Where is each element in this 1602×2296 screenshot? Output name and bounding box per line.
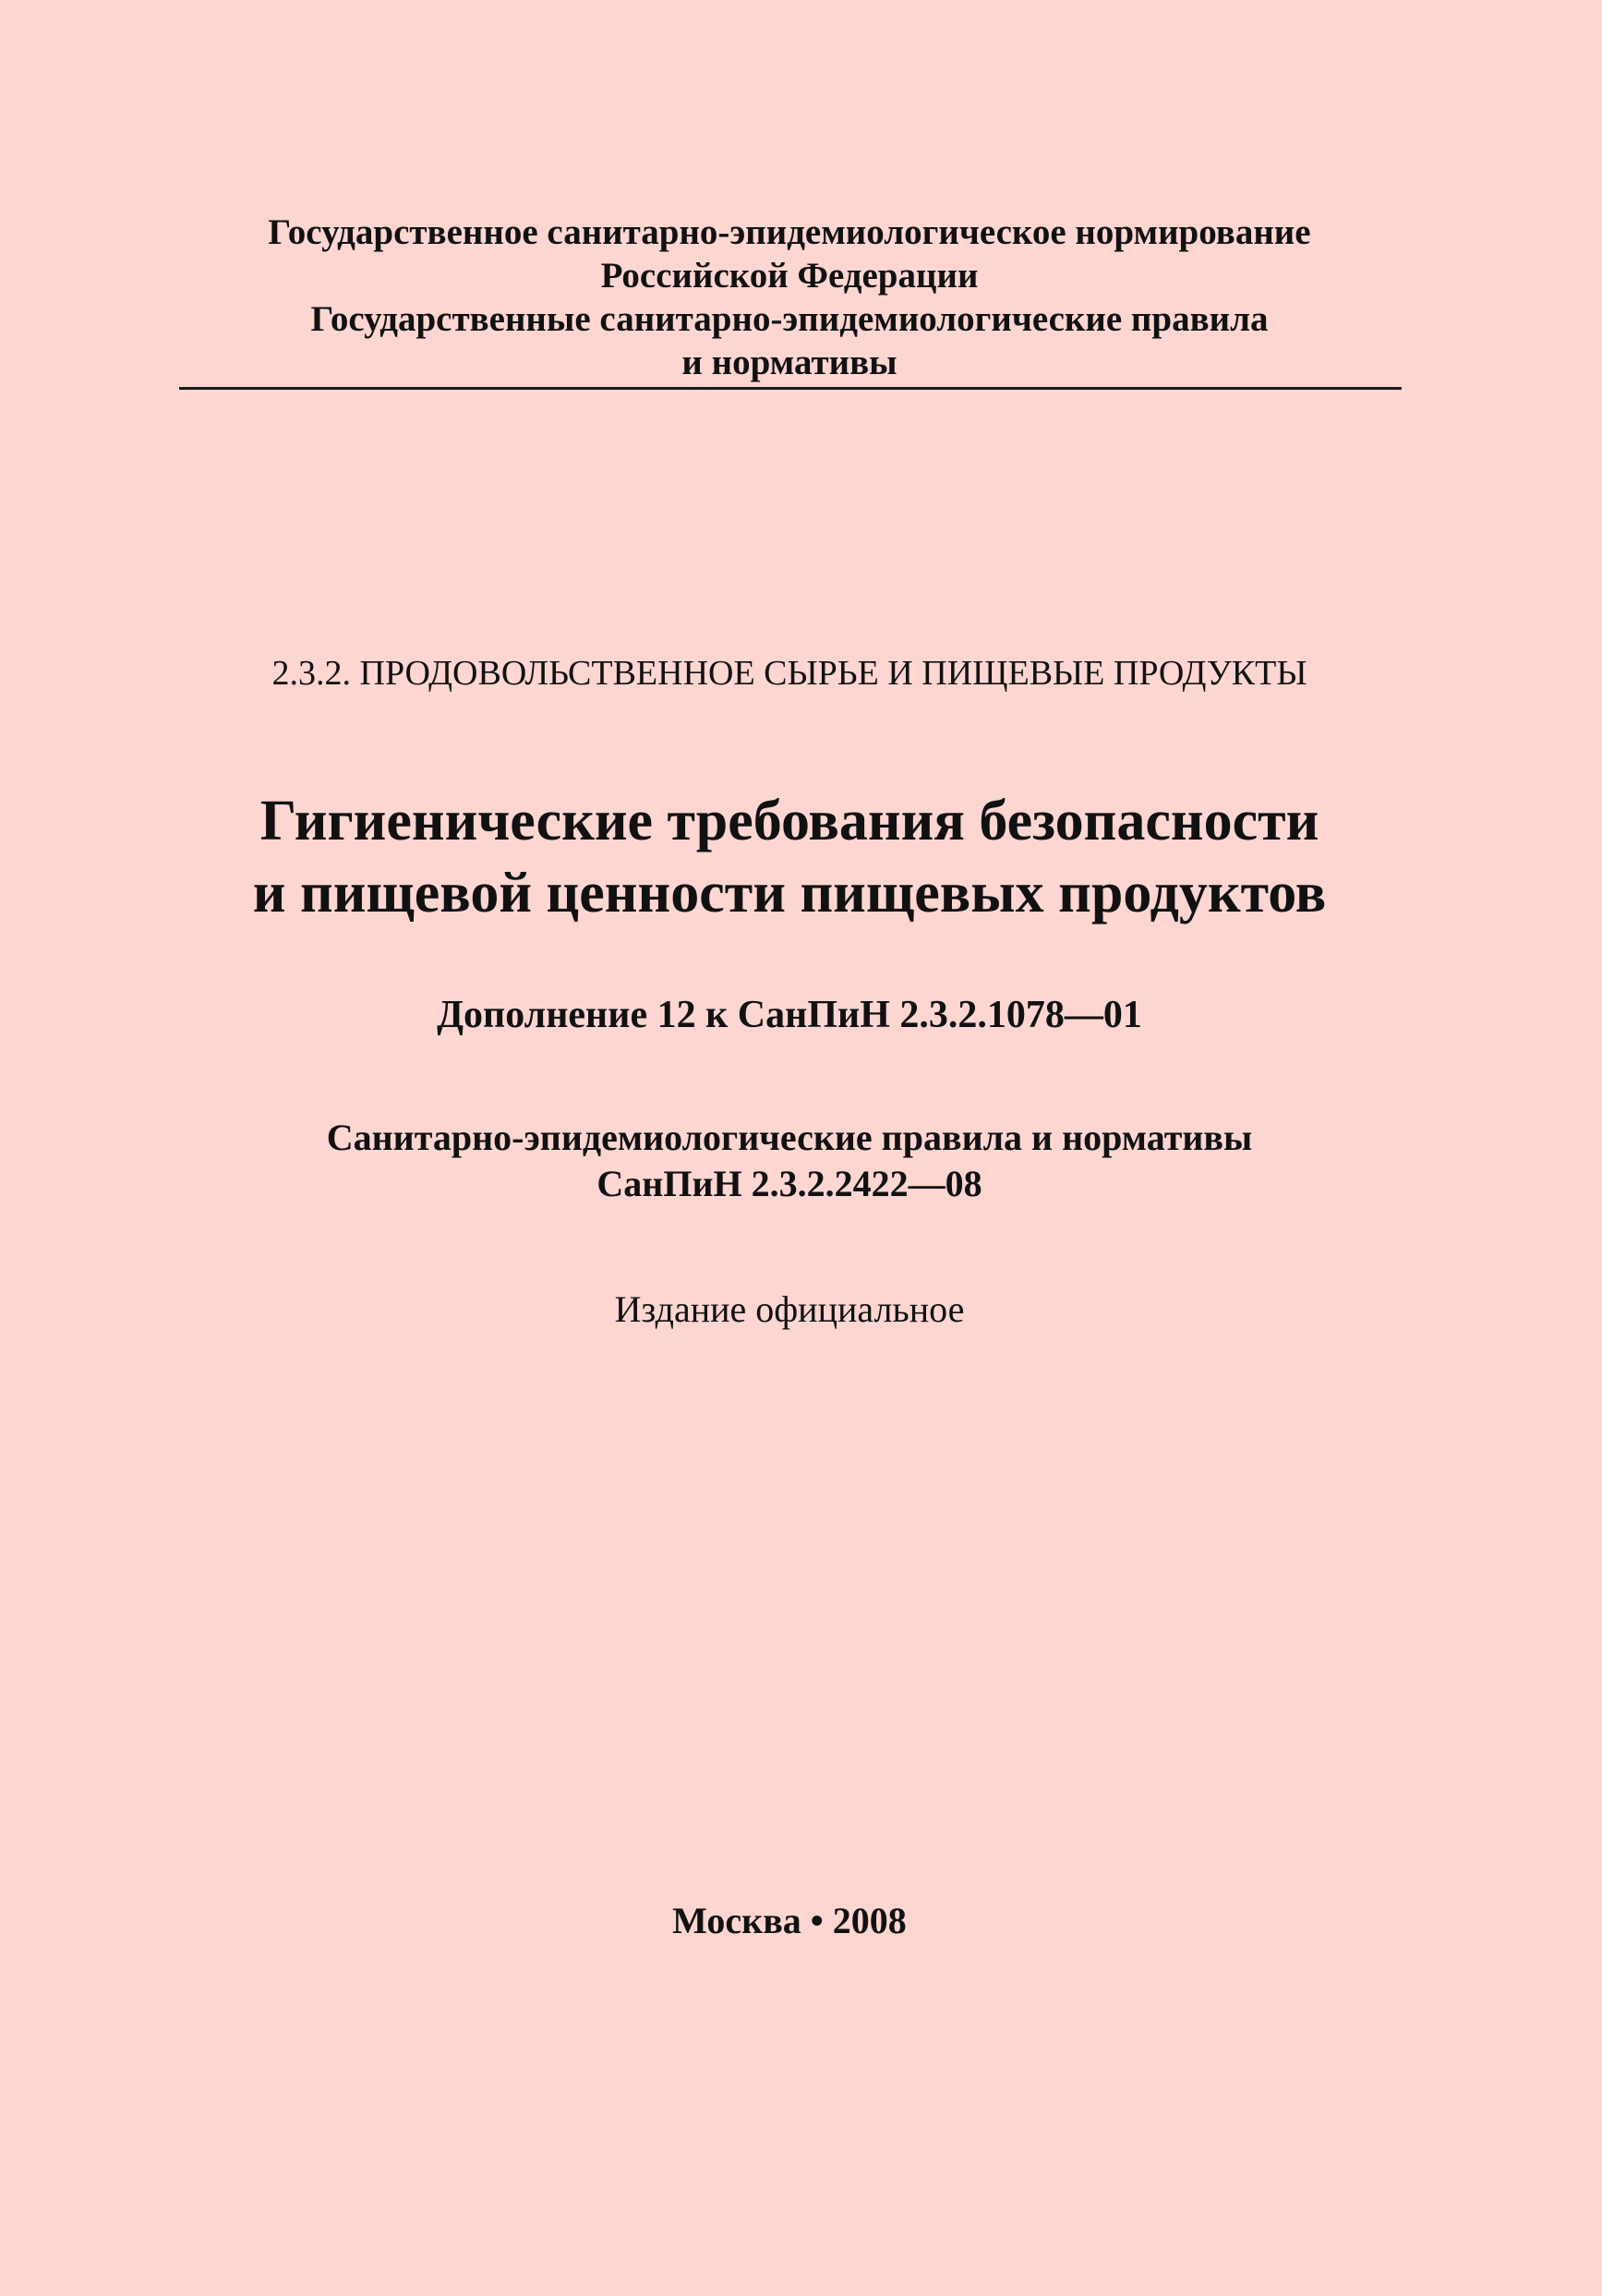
supplement-label: Дополнение 12 к СанПиН 2.3.2.1078—01 <box>437 994 1142 1036</box>
title-line-1: Гигиенические требования безопасности <box>259 790 1319 852</box>
section-code: 2.3.2. ПРОДОВОЛЬСТВЕННОЕ СЫРЬЕ И ПИЩЕВЫЕ ПРОДУКТЫ <box>271 654 1307 693</box>
header-block <box>175 211 1403 384</box>
rules-block <box>175 1115 1403 1207</box>
imprint: Москва • 2008 <box>672 1900 907 1941</box>
edition-label: Издание официальное <box>614 1288 965 1330</box>
title-line-2: и пищевой ценности пищевых продуктов <box>252 862 1327 924</box>
rules-line-1: Санитарно-эпидемиологические правила и нормативы <box>326 1117 1253 1158</box>
header-divider <box>179 387 1402 390</box>
header-line-2: Российской Федерации <box>600 256 979 296</box>
header-line-3: Государственные санитарно-эпидемиологические правила <box>310 299 1269 339</box>
rules-line-2: СанПиН 2.3.2.2422—08 <box>596 1163 982 1204</box>
header-line-1: Государственное санитарно-эпидемиологическое нормирование <box>268 212 1311 252</box>
document-title <box>139 785 1440 929</box>
header-line-4: и нормативы <box>681 343 897 382</box>
